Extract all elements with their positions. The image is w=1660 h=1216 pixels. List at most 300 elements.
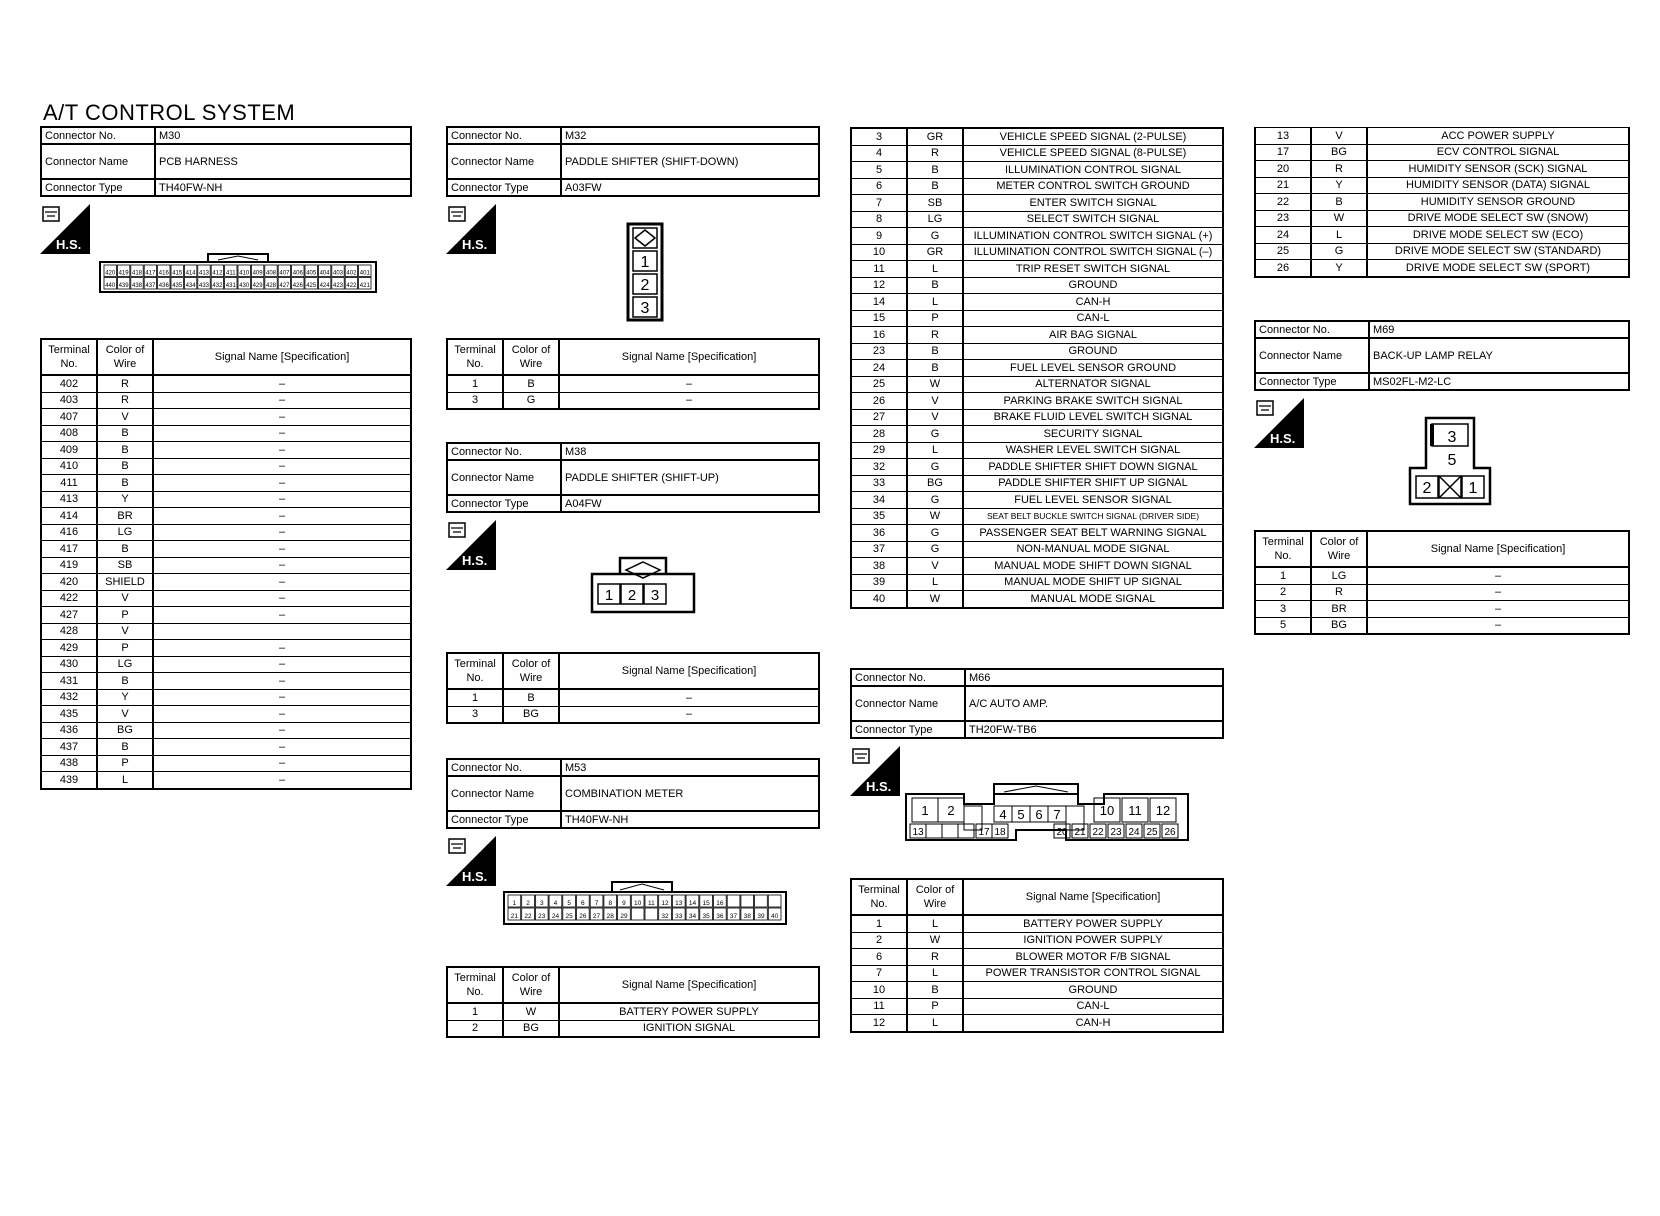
wire-color-cell: P [97, 640, 153, 657]
terminal-no-cell: 35 [851, 508, 907, 525]
terminal-no-cell: 429 [41, 640, 97, 657]
terminal-no-cell: 25 [1255, 243, 1311, 260]
terminal-no-cell: 1 [447, 1003, 503, 1020]
signal-name-cell: – [1367, 617, 1629, 634]
wire-color-cell: BG [503, 1020, 559, 1037]
table-row [1255, 260, 1629, 277]
harness-side-icon [446, 204, 496, 254]
connector-no-value: M69 [1369, 321, 1629, 338]
wire-color-cell: G [907, 228, 963, 245]
wire-color-cell: LG [97, 524, 153, 541]
signal-name-cell: – [1367, 567, 1629, 584]
wire-color-cell: W [503, 1003, 559, 1020]
signal-name-cell: – [153, 607, 411, 624]
terminal-no-cell: 34 [851, 492, 907, 509]
connector-face-m53 [502, 876, 788, 931]
signal-name-cell: ECV CONTROL SIGNAL [1367, 144, 1629, 161]
wire-color-cell: Y [1311, 177, 1367, 194]
svg-text:6: 6 [1035, 807, 1043, 822]
wire-color-cell: B [97, 425, 153, 442]
terminal-table-m66 [850, 878, 1224, 1033]
color-of-wire-header: Color of Wire [503, 339, 559, 375]
svg-text:409: 409 [252, 270, 263, 277]
connector-name-value: A/C AUTO AMP. [965, 686, 1223, 721]
connector-no-label: Connector No. [447, 759, 561, 776]
svg-text:25: 25 [1146, 827, 1158, 838]
svg-text:2: 2 [1422, 480, 1432, 497]
terminal-no-header: Terminal No. [851, 879, 907, 915]
wire-color-cell: B [907, 343, 963, 360]
wire-color-cell: G [907, 426, 963, 443]
terminal-no-cell: 408 [41, 425, 97, 442]
signal-name-cell: SELECT SWITCH SIGNAL [963, 211, 1223, 228]
connector-type-label: Connector Type [447, 179, 561, 196]
connector-info-m38 [446, 442, 820, 513]
wire-color-cell: BG [503, 706, 559, 723]
connector-no-label: Connector No. [41, 127, 155, 144]
table-row [851, 541, 1223, 558]
svg-text:1: 1 [640, 254, 650, 271]
signal-name-cell: – [153, 375, 411, 392]
connector-name-label: Connector Name [447, 144, 561, 179]
connector-name-value: COMBINATION METER [561, 776, 819, 811]
svg-text:12: 12 [661, 900, 669, 907]
svg-text:10: 10 [634, 900, 642, 907]
wire-color-cell: B [503, 375, 559, 392]
signal-name-cell: CAN-L [963, 998, 1223, 1015]
table-row [1255, 567, 1629, 584]
svg-text:15: 15 [702, 900, 710, 907]
terminal-no-cell: 10 [851, 982, 907, 999]
signal-name-cell: SECURITY SIGNAL [963, 426, 1223, 443]
signal-name-cell: HUMIDITY SENSOR (SCK) SIGNAL [1367, 161, 1629, 178]
wire-color-cell: R [97, 392, 153, 409]
terminal-no-cell: 25 [851, 376, 907, 393]
signal-name-cell: – [153, 392, 411, 409]
svg-text:23: 23 [538, 913, 546, 920]
svg-text:3: 3 [650, 587, 660, 604]
svg-text:1: 1 [921, 803, 929, 818]
table-row [851, 409, 1223, 426]
signal-name-cell: – [1367, 601, 1629, 618]
svg-text:414: 414 [185, 270, 196, 277]
wire-color-cell: P [97, 607, 153, 624]
svg-text:1: 1 [512, 900, 517, 907]
table-row [851, 376, 1223, 393]
terminal-no-cell: 15 [851, 310, 907, 327]
table-row [41, 722, 411, 739]
svg-text:22: 22 [1092, 827, 1104, 838]
wire-color-cell: BG [1311, 144, 1367, 161]
table-row [851, 343, 1223, 360]
svg-text:1: 1 [604, 587, 614, 604]
terminal-no-cell: 28 [851, 426, 907, 443]
terminal-no-cell: 2 [1255, 584, 1311, 601]
wire-color-cell: W [907, 591, 963, 608]
svg-text:18: 18 [994, 827, 1006, 838]
table-row [41, 425, 411, 442]
table-row [851, 310, 1223, 327]
table-row [41, 491, 411, 508]
svg-text:439: 439 [118, 283, 129, 289]
wire-color-cell: R [1311, 161, 1367, 178]
signal-name-cell: DRIVE MODE SELECT SW (ECO) [1367, 227, 1629, 244]
signal-name-header: Signal Name [Specification] [559, 967, 819, 1003]
signal-name-cell: ACC POWER SUPPLY [1367, 128, 1629, 145]
connector-face-m69 [1408, 416, 1492, 511]
signal-name-cell: AIR BAG SIGNAL [963, 327, 1223, 344]
connector-no-value: M38 [561, 443, 819, 460]
wire-color-cell: V [907, 558, 963, 575]
table-row [41, 656, 411, 673]
svg-text:20: 20 [1056, 827, 1068, 838]
connector-info-m32 [446, 126, 820, 197]
wire-color-cell: B [97, 458, 153, 475]
signal-name-cell: – [153, 557, 411, 574]
table-row [851, 949, 1223, 966]
table-row [1255, 128, 1629, 145]
signal-name-cell: PADDLE SHIFTER SHIFT DOWN SIGNAL [963, 459, 1223, 476]
svg-text:4: 4 [553, 900, 558, 907]
harness-side-icon [1254, 398, 1304, 448]
wire-color-cell: R [907, 327, 963, 344]
wire-color-cell: BG [907, 475, 963, 492]
terminal-no-cell: 4 [851, 145, 907, 162]
terminal-no-cell: 402 [41, 375, 97, 392]
wire-color-cell: R [1311, 584, 1367, 601]
harness-side-icon [446, 520, 496, 570]
svg-text:40: 40 [771, 913, 779, 920]
signal-name-cell: – [153, 673, 411, 690]
svg-text:13: 13 [912, 827, 924, 838]
svg-text:426: 426 [292, 283, 303, 289]
table-row [41, 541, 411, 558]
wire-color-cell: W [907, 508, 963, 525]
wire-color-cell: L [907, 1015, 963, 1032]
signal-name-cell: IGNITION POWER SUPPLY [963, 932, 1223, 949]
table-row [41, 409, 411, 426]
svg-text:25: 25 [565, 913, 573, 920]
terminal-table-m38 [446, 652, 820, 724]
table-row [851, 574, 1223, 591]
connector-info-m30 [40, 126, 412, 197]
wire-color-cell: B [97, 541, 153, 558]
wire-color-cell: G [907, 459, 963, 476]
svg-text:406: 406 [292, 270, 303, 277]
connector-type-label: Connector Type [447, 811, 561, 828]
svg-text:425: 425 [306, 283, 317, 289]
terminal-no-cell: 430 [41, 656, 97, 673]
wire-color-cell: B [97, 673, 153, 690]
wire-color-cell: V [1311, 128, 1367, 145]
signal-name-cell: PARKING BRAKE SWITCH SIGNAL [963, 393, 1223, 410]
table-row [41, 739, 411, 756]
terminal-no-cell: 6 [851, 949, 907, 966]
signal-name-cell: HUMIDITY SENSOR (DATA) SIGNAL [1367, 177, 1629, 194]
wire-color-cell: B [97, 442, 153, 459]
table-row [41, 508, 411, 525]
signal-name-cell: BATTERY POWER SUPPLY [963, 915, 1223, 932]
wire-color-cell: V [97, 706, 153, 723]
terminal-no-header: Terminal No. [447, 653, 503, 689]
connector-no-value: M53 [561, 759, 819, 776]
svg-text:4: 4 [999, 807, 1007, 822]
svg-text:2: 2 [627, 587, 637, 604]
connector-type-label: Connector Type [1255, 373, 1369, 390]
terminal-table-m66-continued [1254, 127, 1630, 278]
wire-color-cell: B [907, 162, 963, 179]
svg-text:2: 2 [640, 277, 650, 294]
signal-name-cell: – [153, 656, 411, 673]
table-row [1255, 601, 1629, 618]
connector-face-m38 [590, 556, 696, 619]
signal-name-cell: – [153, 475, 411, 492]
svg-text:39: 39 [757, 913, 765, 920]
table-row [447, 706, 819, 723]
table-row [41, 623, 411, 640]
terminal-no-cell: 420 [41, 574, 97, 591]
terminal-no-cell: 407 [41, 409, 97, 426]
signal-name-cell: – [153, 706, 411, 723]
terminal-no-cell: 32 [851, 459, 907, 476]
svg-text:28: 28 [606, 913, 614, 920]
signal-name-cell: – [153, 409, 411, 426]
table-row [851, 195, 1223, 212]
wire-color-cell: LG [97, 656, 153, 673]
svg-text:8: 8 [608, 900, 613, 907]
connector-name-label: Connector Name [41, 144, 155, 179]
table-row [41, 574, 411, 591]
terminal-no-cell: 6 [851, 178, 907, 195]
signal-name-cell: METER CONTROL SWITCH GROUND [963, 178, 1223, 195]
connector-no-label: Connector No. [851, 669, 965, 686]
wire-color-cell: Y [97, 689, 153, 706]
table-row [447, 1020, 819, 1037]
color-of-wire-header: Color of Wire [503, 967, 559, 1003]
table-row [851, 277, 1223, 294]
wire-color-cell: W [907, 376, 963, 393]
connector-no-value: M66 [965, 669, 1223, 686]
terminal-no-cell: 11 [851, 261, 907, 278]
terminal-no-cell: 431 [41, 673, 97, 690]
terminal-no-cell: 1 [1255, 567, 1311, 584]
terminal-no-cell: 36 [851, 525, 907, 542]
table-row [851, 228, 1223, 245]
signal-name-cell: DRIVE MODE SELECT SW (SNOW) [1367, 210, 1629, 227]
wire-color-cell: P [907, 998, 963, 1015]
terminal-no-cell: 411 [41, 475, 97, 492]
svg-text:427: 427 [279, 283, 290, 289]
wire-color-cell: BG [97, 722, 153, 739]
terminal-no-cell: 12 [851, 277, 907, 294]
svg-text:440: 440 [105, 283, 116, 289]
wire-color-cell: V [97, 409, 153, 426]
connector-name-label: Connector Name [447, 460, 561, 495]
signal-name-cell: GROUND [963, 982, 1223, 999]
signal-name-cell: VEHICLE SPEED SIGNAL (2-PULSE) [963, 128, 1223, 145]
svg-text:419: 419 [118, 270, 129, 277]
signal-name-cell: – [559, 689, 819, 706]
signal-name-cell: – [153, 640, 411, 657]
svg-text:424: 424 [319, 283, 330, 289]
terminal-no-cell: 438 [41, 755, 97, 772]
terminal-no-cell: 413 [41, 491, 97, 508]
svg-text:411: 411 [226, 270, 236, 277]
terminal-table-m69 [1254, 530, 1630, 635]
wire-color-cell: L [907, 574, 963, 591]
svg-text:H.S.: H.S. [1270, 431, 1296, 446]
terminal-no-cell: 1 [447, 375, 503, 392]
table-row [447, 392, 819, 409]
signal-name-cell: – [153, 442, 411, 459]
svg-text:7: 7 [1053, 807, 1061, 822]
svg-text:6: 6 [581, 900, 585, 907]
signal-name-cell: – [153, 541, 411, 558]
terminal-table-m32 [446, 338, 820, 410]
connector-type-value: TH40FW-NH [155, 179, 411, 196]
signal-name-cell: GROUND [963, 343, 1223, 360]
signal-name-cell: DRIVE MODE SELECT SW (STANDARD) [1367, 243, 1629, 260]
table-row [41, 590, 411, 607]
color-of-wire-header: Color of Wire [503, 653, 559, 689]
table-row [851, 360, 1223, 377]
signal-name-cell: – [153, 491, 411, 508]
svg-text:437: 437 [145, 283, 156, 289]
svg-text:5: 5 [1447, 452, 1457, 469]
terminal-no-cell: 435 [41, 706, 97, 723]
table-row [447, 1003, 819, 1020]
svg-text:438: 438 [131, 283, 143, 289]
connector-type-value: MS02FL-M2-LC [1369, 373, 1629, 390]
table-row [447, 689, 819, 706]
wire-color-cell: B [97, 475, 153, 492]
svg-text:3: 3 [539, 900, 544, 907]
table-row [851, 508, 1223, 525]
connector-no-label: Connector No. [447, 443, 561, 460]
wire-color-cell: V [907, 393, 963, 410]
svg-text:17: 17 [978, 827, 990, 838]
signal-name-header: Signal Name [Specification] [559, 653, 819, 689]
table-row [851, 442, 1223, 459]
wire-color-cell: V [97, 623, 153, 640]
wire-color-cell: L [907, 965, 963, 982]
table-row [851, 145, 1223, 162]
svg-text:433: 433 [198, 283, 210, 289]
connector-type-value: TH40FW-NH [561, 811, 819, 828]
wire-color-cell: V [97, 590, 153, 607]
svg-text:405: 405 [306, 270, 317, 277]
table-row [851, 998, 1223, 1015]
table-row [41, 755, 411, 772]
table-row [1255, 144, 1629, 161]
table-row [41, 673, 411, 690]
connector-type-label: Connector Type [41, 179, 155, 196]
signal-name-header: Signal Name [Specification] [559, 339, 819, 375]
wire-color-cell: P [97, 755, 153, 772]
signal-name-cell: – [153, 739, 411, 756]
table-row [851, 244, 1223, 261]
terminal-no-cell: 20 [1255, 161, 1311, 178]
signal-name-cell: ALTERNATOR SIGNAL [963, 376, 1223, 393]
terminal-no-header: Terminal No. [447, 339, 503, 375]
svg-text:421: 421 [359, 283, 370, 289]
table-row [41, 640, 411, 657]
terminal-no-cell: 427 [41, 607, 97, 624]
signal-name-cell: – [153, 722, 411, 739]
svg-text:27: 27 [592, 913, 601, 920]
wire-color-cell: B [503, 689, 559, 706]
svg-text:11: 11 [1128, 803, 1142, 818]
wire-color-cell: L [907, 261, 963, 278]
svg-text:5: 5 [1017, 807, 1025, 822]
svg-text:26: 26 [579, 913, 587, 920]
signal-name-cell: CAN-H [963, 1015, 1223, 1032]
signal-name-cell: VEHICLE SPEED SIGNAL (8-PULSE) [963, 145, 1223, 162]
wire-color-cell: BR [97, 508, 153, 525]
signal-name-cell: IGNITION SIGNAL [559, 1020, 819, 1037]
terminal-table-m30 [40, 338, 412, 790]
wire-color-cell: B [907, 982, 963, 999]
svg-text:35: 35 [702, 913, 710, 920]
wire-color-cell: BG [1311, 617, 1367, 634]
wire-color-cell: R [97, 375, 153, 392]
table-row [851, 162, 1223, 179]
harness-side-icon [850, 746, 900, 796]
table-row [851, 128, 1223, 145]
wire-color-cell: R [907, 949, 963, 966]
terminal-no-cell: 22 [1255, 194, 1311, 211]
wire-color-cell: Y [97, 491, 153, 508]
table-row [851, 475, 1223, 492]
table-row [41, 375, 411, 392]
signal-name-cell: – [153, 425, 411, 442]
svg-text:32: 32 [661, 913, 669, 920]
connector-name-label: Connector Name [447, 776, 561, 811]
wire-color-cell: GR [907, 244, 963, 261]
signal-name-cell: GROUND [963, 277, 1223, 294]
signal-name-cell: – [153, 508, 411, 525]
terminal-no-cell: 3 [1255, 601, 1311, 618]
terminal-no-cell: 9 [851, 228, 907, 245]
connector-name-value: PCB HARNESS [155, 144, 411, 179]
table-row [851, 965, 1223, 982]
terminal-table-m53 [446, 966, 820, 1038]
svg-text:23: 23 [1110, 827, 1122, 838]
terminal-no-cell: 437 [41, 739, 97, 756]
connector-name-value: PADDLE SHIFTER (SHIFT-UP) [561, 460, 819, 495]
svg-text:435: 435 [172, 283, 183, 289]
wire-color-cell: G [503, 392, 559, 409]
terminal-no-cell: 38 [851, 558, 907, 575]
terminal-no-cell: 23 [851, 343, 907, 360]
svg-text:429: 429 [252, 283, 263, 289]
terminal-no-cell: 7 [851, 195, 907, 212]
signal-name-cell: BRAKE FLUID LEVEL SWITCH SIGNAL [963, 409, 1223, 426]
connector-no-label: Connector No. [447, 127, 561, 144]
svg-text:420: 420 [105, 270, 116, 277]
terminal-no-cell: 7 [851, 965, 907, 982]
wire-color-cell: LG [907, 211, 963, 228]
signal-name-cell: SEAT BELT BUCKLE SWITCH SIGNAL (DRIVER SIDE) [963, 508, 1223, 525]
table-row [851, 591, 1223, 608]
terminal-no-cell: 1 [851, 915, 907, 932]
table-row [41, 524, 411, 541]
connector-no-value: M32 [561, 127, 819, 144]
wire-color-cell: G [907, 492, 963, 509]
terminal-no-cell: 21 [1255, 177, 1311, 194]
signal-name-cell: ILLUMINATION CONTROL SWITCH SIGNAL (+) [963, 228, 1223, 245]
table-row [1255, 177, 1629, 194]
